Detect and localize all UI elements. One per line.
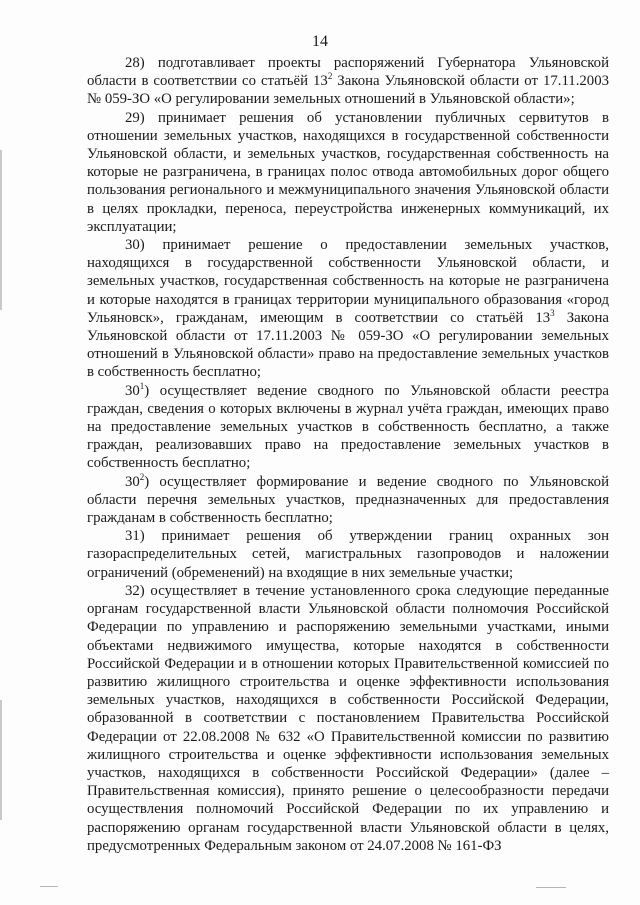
scan-edge-mark [0,700,2,820]
paragraph-text: Закона Ульяновской области от 17.11.2003 № 059-ЗО «О регулировании земельных отношений в Ульяновской области»; [87,73,609,108]
paragraph-text: 30) принимает решение о предоставлении земельных участков, находящихся в государственной собственности Ульяновской области, и земельных участков, государственная собственность на которые не разграничена и которые находятся в границах территории муниципального образования «город Ульяновск», гражданам, имеющим в соответствии со статьёй 13 [87,237,609,326]
paragraph-text: 28) подготавливает проекты распоряжений Губернатора Ульяновской области в соответствии со статьёй 13 [87,55,609,90]
superscript-index: 3 [550,307,555,318]
superscript-index: 2 [139,471,145,482]
paragraph-item-29 [87,109,609,236]
paragraph-item-32 [87,582,609,855]
paragraph-item-30 [87,236,609,382]
paragraph-item-30-2 [87,473,609,528]
paragraph-text: 31) принимает решения об утверждении границ охранных зон газораспределительных сетей, магистральных газопроводов и наложении ограничений (обременений) на входящие в них земельные участки; [87,528,609,581]
paragraph-item-28 [87,54,609,109]
page-number: 14 [312,33,328,50]
paragraph-text: 32) осуществляет в течение установленного срока следующие переданные органам государственной власти Ульяновской области полномочия Российской Федерации по управлению и распоряжению земельными участками, иными объектами недвижимого имущества, которые находятся в собственности Российской Федерации и в отношении которых Правительственной комиссией по развитию жилищного строительства и оценке эффективности использования земельных участков, находящихся в собственности Российской Федерации, образованной в соответствии с постановлением Правительства Российской Федерации от 22.08.2008 № 632 «О Правительственной комиссии по развитию жилищного строительства и оценке эффективности использования земельных участков, находящихся в собственности Российской Федерации» (далее – Правительственная комиссия), принято решение о целесообразности передачи осуществления полномочий Российской Федерации по их управлению и распоряжению органам государственной власти Ульяновской области в целях, предусмотренных Федеральным законом от 24.07.2008 № 161-ФЗ [87,582,609,854]
scan-edge-mark [0,150,2,310]
document-body [87,54,609,855]
scan-bottom-mark [536,887,566,888]
superscript-index: 2 [327,71,333,82]
paragraph-text: ) осуществляет ведение сводного по Ульяновской области реестра граждан, сведения о которых включены в журнал учёта граждан, имеющих право на предоставление земельных участков в собственность бесплатно, а также граждан, реализовавших право на предоставление земельных участков в собственность бесплатно; [87,382,609,472]
paragraph-number: 30 [125,382,140,399]
paragraph-item-31 [87,527,609,582]
paragraph-text: Закона Ульяновской области от 17.11.2003 № 059-ЗО «О регулировании земельных отношений в Ульяновской области» право на предоставление земельных участков в собственность бесплатно; [87,309,609,381]
paragraph-text: ) осуществляет формирование и ведение сводного по Ульяновской области перечня земельных участков, предназначенных для предоставления гражданам в собственность бесплатно; [87,473,609,527]
scan-bottom-mark [40,886,58,887]
paragraph-number: 30 [125,473,140,490]
paragraph-item-30-1 [87,382,609,473]
paragraph-text: 29) принимает решения об установлении публичных сервитутов в отношении земельных участков, находящихся в государственной собственности Ульяновской области, и земельных участков, государственная собственность на которые не разграничена, в границах полос отвода автомобильных дорог общего пользования регионального и межмуниципального значения Ульяновской области в целях прокладки, переноса, переустройства инженерных коммуникаций, их эксплуатации; [87,109,609,235]
superscript-index: 1 [139,380,145,391]
